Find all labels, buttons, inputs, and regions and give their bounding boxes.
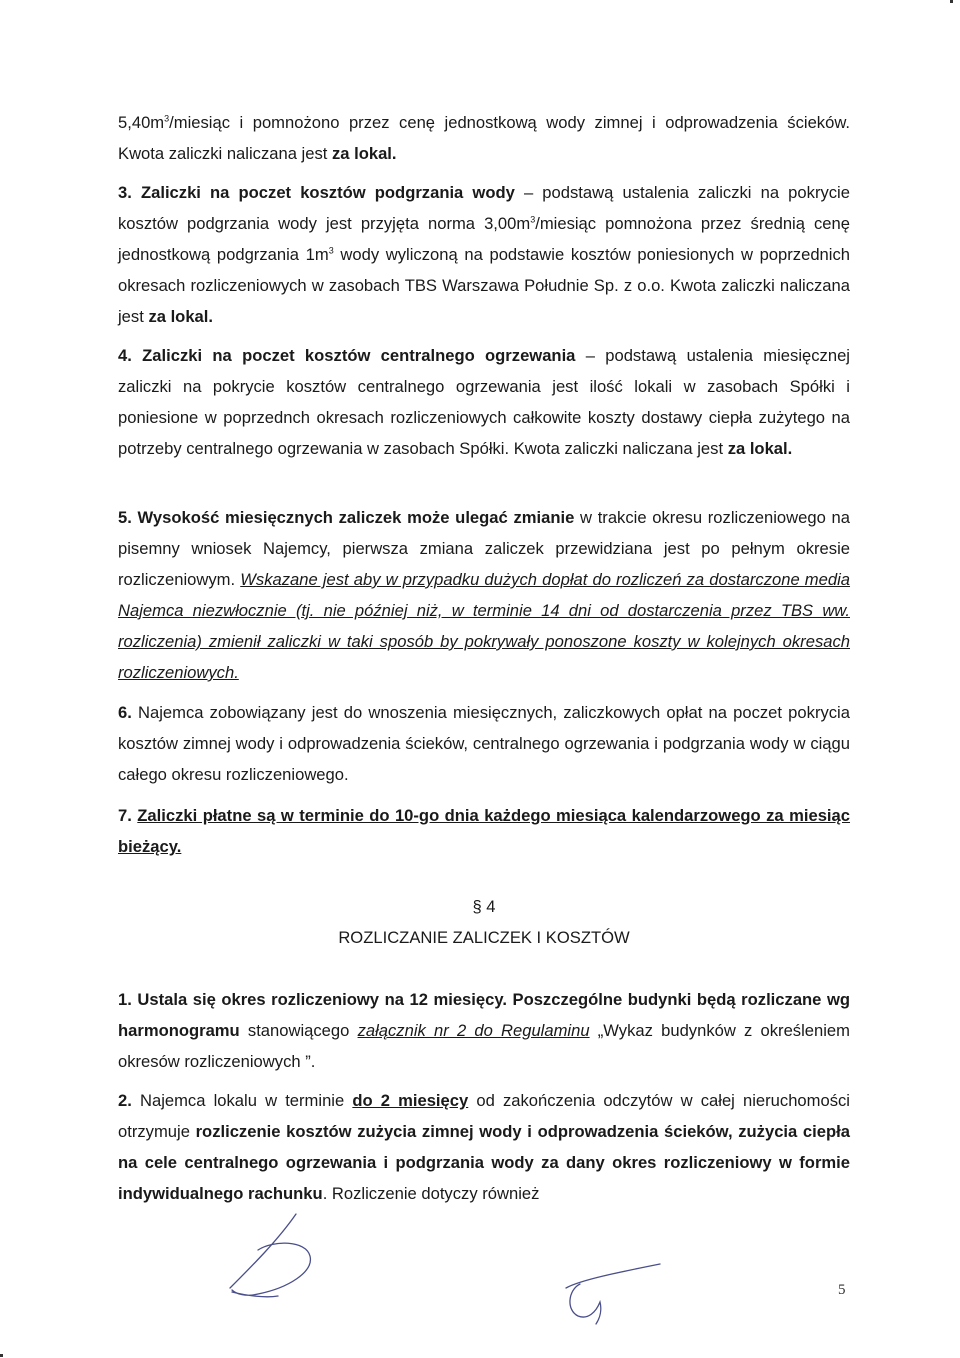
scan-mark (950, 0, 953, 3)
bold-text: za lokal. (148, 307, 213, 326)
text: wody wyliczoną na podstawie kosztów poniesionych w poprzednich okresach rozliczeniowych w zasobach TBS Warszawa Południe Sp. z o.o. Kwota zaliczki naliczana jest (118, 245, 850, 326)
bold-text: za lokal. (331, 144, 397, 163)
section4-paragraph-1 (118, 984, 850, 1077)
paragraph-3 (118, 177, 850, 332)
section4-paragraph-2 (118, 1085, 850, 1209)
underlined-italic-text: Wskazane jest aby w przypadku dużych dopłat do rozliczeń za dostarczone media Najemca niezwłocznie (tj. nie później niż, w terminie 14 dni od dostarczenia przez TBS ww. rozliczenia) zmienił zaliczki w taki sposób by pokrywały ponoszone koszty w kolejnych okresach rozliczeniowych. (118, 570, 851, 682)
text: /miesiąc i pomnożono przez cenę jednostkową wody zimnej i odprowadzenia ścieków. Kwota zaliczki naliczana jest (118, 113, 850, 163)
text: /miesiąc pomnożona przez średnią cenę jednostkową podgrzania 1m (118, 214, 850, 264)
bold-underlined-text: Zaliczki płatne są w terminie do 10-go dnia każdego miesiąca kalendarzowego za miesiąc bieżący. (118, 806, 850, 856)
item-number: 3. (118, 183, 132, 202)
superscript: 3 (328, 245, 334, 256)
bold-text: Wysokość miesięcznych zaliczek może ulegać zmianie (137, 508, 575, 527)
text: Najemca lokalu w terminie (139, 1091, 353, 1110)
section-symbol (118, 897, 850, 917)
page-number-text: 5 (838, 1282, 846, 1298)
scan-mark (0, 1354, 3, 1357)
text: od zakończenia odczytów w całej nieruchomości otrzymuje (118, 1091, 850, 1141)
section-title-text: ROZLICZANIE ZALICZEK I KOSZTÓW (338, 928, 630, 947)
bold-text: rozliczenie kosztów zużycia zimnej wody i odprowadzenia ścieków, zużycia ciepła na cele centralnego ogrzewania i podgrzania wody za dany okres rozliczeniowy w formie indywidualnego rachunku (118, 1122, 850, 1203)
handwritten-initials-signature (218, 1210, 328, 1305)
text: . Rozliczenie dotyczy również (322, 1184, 540, 1203)
paragraph-6 (118, 697, 850, 790)
text: „Wykaz budynków z określeniem okresów rozliczeniowych ”. (118, 1021, 850, 1071)
section-number: § 4 (472, 897, 496, 916)
text: – podstawą ustalenia miesięcznej zaliczki na pokrycie kosztów centralnego ogrzewania jest ilość lokali w zasobach Spółki i poniesione w poprzednch okresach rozliczeniowych całkowite koszty dostawy ciepła zużytego na potrzeby centralnego ogrzewania w zasobach Spółki. Kwota zaliczki naliczana jest (118, 346, 850, 458)
text: 5,40m (118, 113, 165, 132)
bold-text: Zaliczki na poczet kosztów podgrzania wody (140, 183, 515, 202)
page-number (838, 1282, 846, 1299)
bold-text: Ustala się okres rozliczeniowy na 12 miesięcy. Poszczególne budynki będą rozliczane wg harmonogramu (118, 990, 850, 1040)
item-number: 7. (118, 806, 132, 825)
item-number: 2. (118, 1091, 132, 1110)
paragraph-intro (118, 107, 850, 169)
underlined-italic-text: załącznik nr 2 do Regulaminu (357, 1021, 590, 1040)
text: stanowiącego (239, 1021, 358, 1040)
handwritten-paraph-signature (560, 1258, 670, 1328)
superscript: 3 (164, 113, 170, 124)
bold-text: za lokal. (727, 439, 793, 458)
item-number: 6. (118, 703, 132, 722)
section-title (118, 928, 850, 948)
paragraph-4 (118, 340, 850, 464)
item-number: 1. (118, 990, 132, 1009)
superscript: 3 (530, 214, 536, 225)
item-number: 4. (118, 346, 132, 365)
bold-underlined-text: do 2 miesięcy (352, 1091, 469, 1110)
text: Najemca zobowiązany jest do wnoszenia miesięcznych, zaliczkowych opłat na poczet pokrycia kosztów zimnej wody i odprowadzenia ścieków, centralnego ogrzewania i podgrzania wody w ciągu całego okresu rozliczeniowego. (118, 703, 850, 784)
bold-text: Zaliczki na poczet kosztów centralnego ogrzewania (142, 346, 576, 365)
item-number: 5. (118, 508, 132, 527)
paragraph-7 (118, 800, 850, 862)
text: w trakcie okresu rozliczeniowego na pisemny wniosek Najemcy, pierwsza zmiana zaliczek przewidziana jest po pełnym okresie rozliczeniowym. (118, 508, 850, 589)
paragraph-5 (118, 502, 850, 688)
text: – podstawą ustalenia zaliczki na pokrycie kosztów podgrzania wody jest przyjęta norma 3,00m (118, 183, 850, 233)
